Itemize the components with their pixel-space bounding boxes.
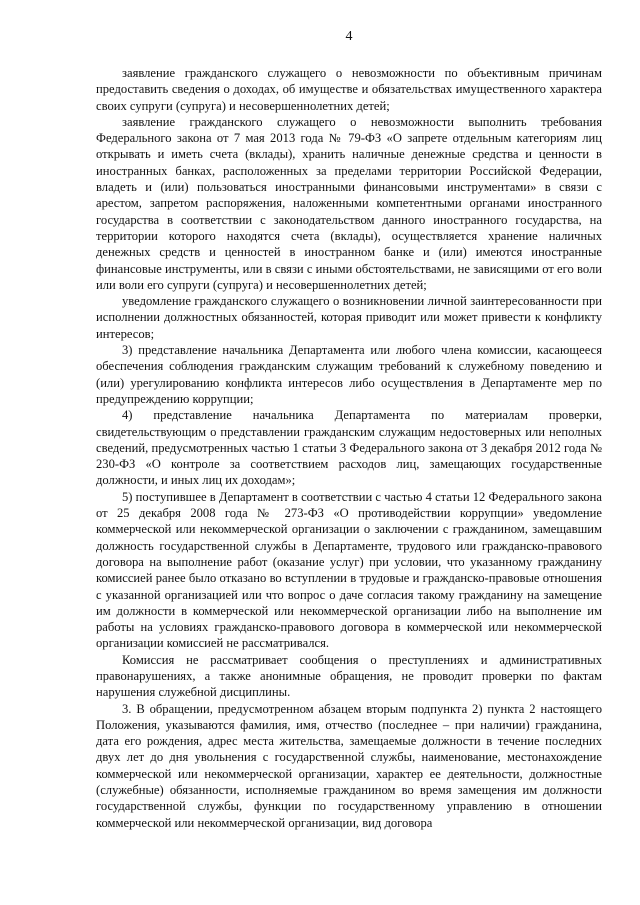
paragraph-statement-income: заявление гражданского служащего о невозможности по объективным причинам предоставить сведения о доходах, об имуществе и обязательствах имущественного характера своих супруги (супруга) и несовершеннолетних детей; bbox=[96, 66, 602, 113]
paragraph-notice-conflict-of-interest: уведомление гражданского служащего о возникновении личной заинтересованности при исполнении должностных обязанностей, которая приводит или может привести к конфликту интересов; bbox=[96, 294, 602, 341]
page-number: 4 bbox=[345, 29, 353, 44]
paragraph-commission-exclusions: Комиссия не рассматривает сообщения о преступлениях и административных правонарушениях, а также анонимные обращения, не проводит проверки по фактам нарушения служебной дисциплины. bbox=[96, 652, 602, 700]
paragraph-item-4: 4) представление начальника Департамента по материалам проверки, свидетельствующим о представлении гражданским служащим недостоверных или неполных сведений, предусмотренных частью 1 статьи 3 Федерального закона от 3 декабря 2012 года № 230-ФЗ «О контроле за соответствием расходов лиц, замещающих государственные должности, и иных лиц их доходам»; bbox=[96, 408, 602, 488]
paragraph-statement-foreign-accounts: заявление гражданского служащего о невозможности выполнить требования Федерального закона от 7 мая 2013 года № 79-ФЗ «О запрете отдельным категориям лиц открывать и иметь счета (вклады), хранить наличные денежные средства и ценности в иностранных банках, расположенных за пределами территории Российской Федерации, владеть и (или) пользоваться иностранными финансовыми инструментами» в связи с арестом, запретом распоряжения, наложенными компетентными органами иностранного государства в соответствии с законодательством данного иностранного государства, на территории которого находятся счета (вклады), осуществляется хранение наличных денежных средств и ценностей в иностранном банке и (или) имеются иностранные финансовые инструменты, или в связи с иными обстоятельствами, не зависящими от его воли или воли его супруги (супруга) и несовершеннолетних детей; bbox=[96, 114, 602, 292]
paragraph-item-5: 5) поступившее в Департамент в соответствии с частью 4 статьи 12 Федерального закона от 25 декабря 2008 года № 273-ФЗ «О противодействии коррупции» уведомление коммерческой или некоммерческой организации о заключении с гражданином, замещавшим должность государственной службы в Департаменте, трудового или гражданско-правового договора на выполнение работ (оказание услуг) при условии, что указанному гражданину комиссией ранее было отказано во вступлении в трудовые и гражданско-правовые отношения с указанной организацией или что вопрос о даче согласия такому гражданину на замещение им должности в коммерческой или некоммерческой организации либо на выполнение им работы на условиях гражданско-правового договора в коммерческой или некоммерческой организации комиссией не рассматривался. bbox=[96, 489, 602, 651]
document-page bbox=[96, 28, 602, 831]
paragraph-item-3: 3) представление начальника Департамента или любого члена комиссии, касающееся обеспечения соблюдения гражданским служащим требований к служебному поведению и (или) урегулированию конфликта интересов либо осуществления в Департаменте мер по предупреждению коррупции; bbox=[96, 343, 602, 406]
paragraph-section-3: 3. В обращении, предусмотренном абзацем вторым подпункта 2) пункта 2 настоящего Положения, указываются фамилия, имя, отчество (последнее – при наличии) гражданина, дата его рождения, адрес места жительства, замещаемые должности в течение последних двух лет до дня увольнения с государственной службы, наименование, местонахождение коммерческой или некоммерческой организации, характер ее деятельности, должностные (служебные) обязанности, исполняемые гражданином во время замещения им должности государственной службы, функции по государственному управлению в отношении коммерческой или некоммерческой организации, вид договора bbox=[96, 701, 602, 830]
